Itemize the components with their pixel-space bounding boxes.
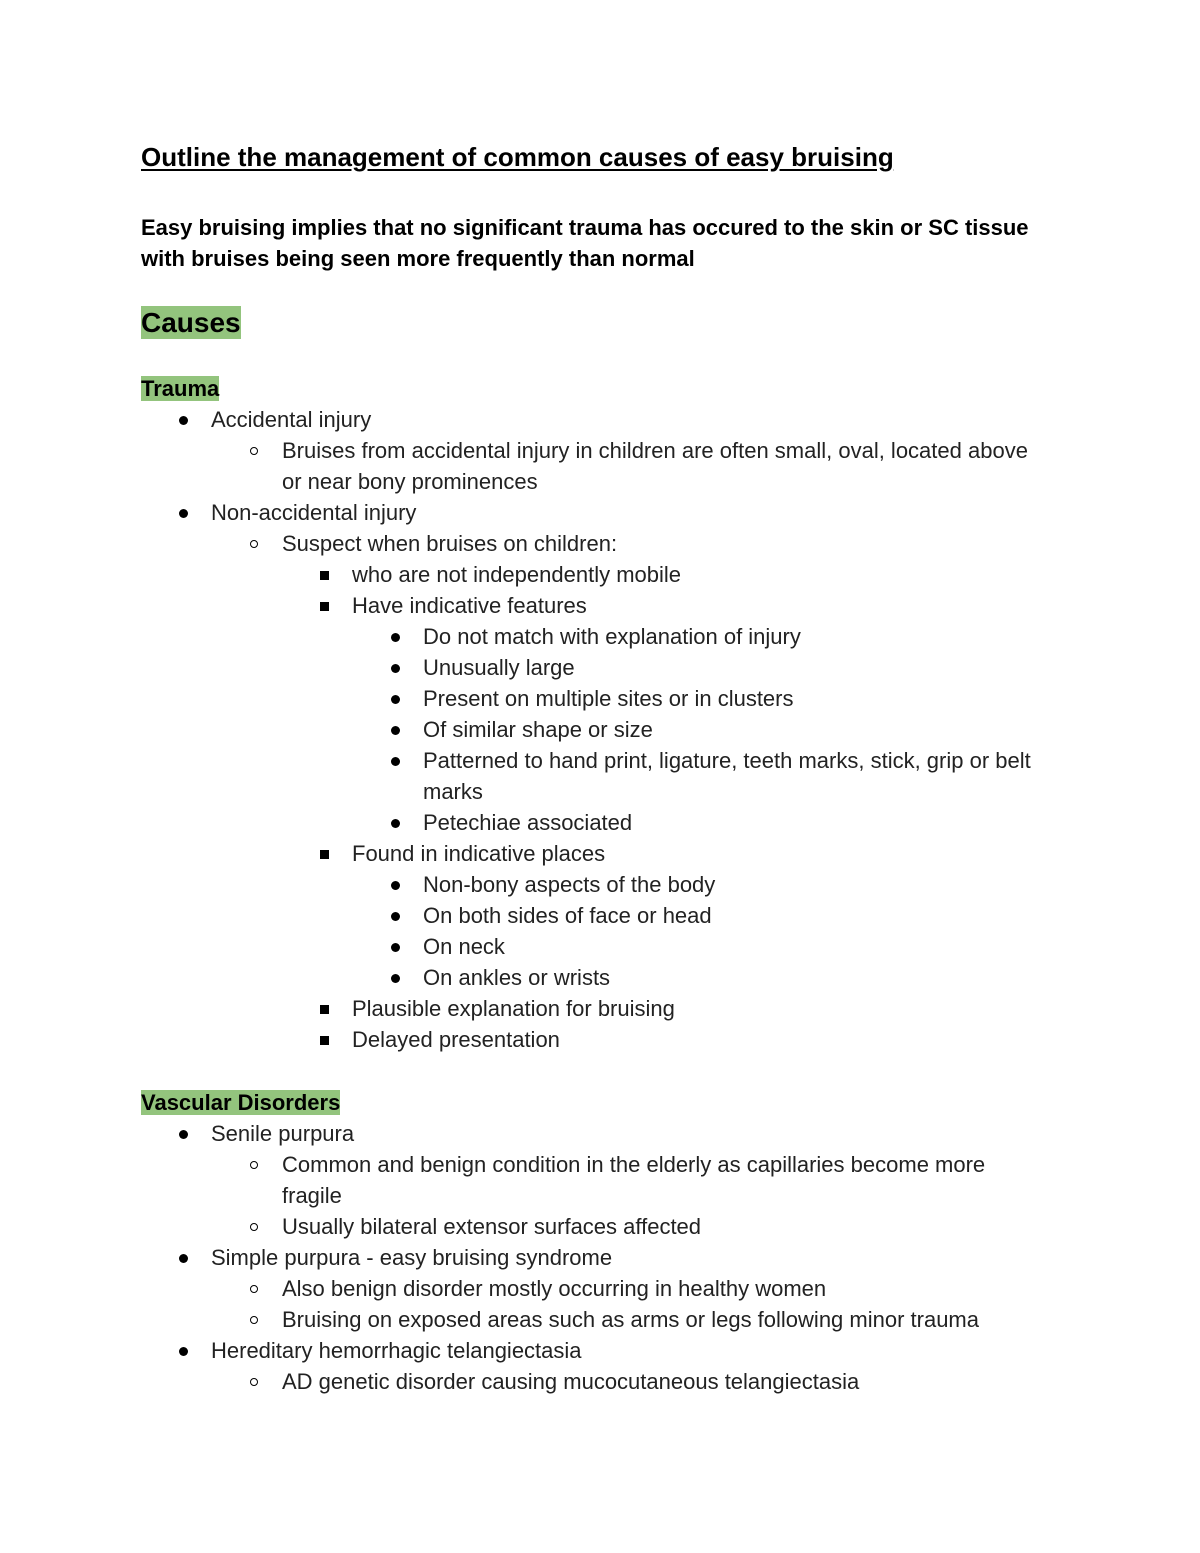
filled-circle-bullet-icon [375,807,415,838]
filled-square-bullet-icon [304,590,344,621]
list-item-text: Do not match with explanation of injury [423,624,801,649]
list-item [141,745,1041,807]
list-item-text: On ankles or wrists [423,965,611,990]
filled-circle-bullet-icon [375,900,415,931]
list-item [141,1242,1041,1273]
list-item-text: On neck [423,934,505,959]
list-item-text: Unusually large [423,655,575,680]
list-item [141,404,1041,435]
list-item-text: Delayed presentation [352,1027,560,1052]
filled-circle-bullet-icon [375,745,415,776]
list-item [141,931,1041,962]
list-item-text: Found in indicative places [352,841,606,866]
list-item-text: Suspect when bruises on children: [282,531,618,556]
list-item-text: Senile purpura [211,1121,355,1146]
list-item-text: Accidental injury [211,407,372,432]
list-item [141,621,1041,652]
list-item-text: On both sides of face or head [423,903,712,928]
filled-circle-bullet-icon [163,1242,203,1273]
hollow-circle-bullet-icon [234,435,274,466]
page-title: Outline the management of common causes of easy bruising [141,142,894,172]
list-item [141,714,1041,745]
list-item [141,1366,1041,1397]
list-item-text: Of similar shape or size [423,717,653,742]
filled-circle-bullet-icon [163,1335,203,1366]
filled-circle-bullet-icon [375,869,415,900]
list-item-text: Non-accidental injury [211,500,417,525]
list-item [141,528,1041,559]
list-item-text: Usually bilateral extensor surfaces affected [282,1214,702,1239]
list-item [141,1304,1041,1335]
intro-paragraph: Easy bruising implies that no significant trauma has occured to the skin or SC tissue with bruises being seen more frequently than normal [141,215,1029,271]
hollow-circle-bullet-icon [234,1273,274,1304]
filled-square-bullet-icon [304,838,344,869]
list-item [141,497,1041,528]
list-item-text: Simple purpura - easy bruising syndrome [211,1245,613,1270]
list-item-text: AD genetic disorder causing mucocutaneous telangiectasia [282,1369,860,1394]
list-item [141,590,1041,621]
list-item-text: Have indicative features [352,593,587,618]
hollow-circle-bullet-icon [234,1304,274,1335]
list-item [141,1149,1041,1211]
list-item [141,962,1041,993]
filled-circle-bullet-icon [163,404,203,435]
causes-heading: Causes [141,307,241,338]
vascular-section [141,1087,1041,1397]
list-item-text: Bruising on exposed areas such as arms or legs following minor trauma [282,1307,979,1332]
list-item-text: Patterned to hand print, ligature, teeth marks, stick, grip or belt marks [423,748,1031,804]
list-item [141,1118,1041,1149]
list-item [141,869,1041,900]
trauma-list [141,404,1041,1055]
trauma-heading: Trauma [141,376,220,401]
filled-circle-bullet-icon [163,497,203,528]
list-item-text: Common and benign condition in the elderly as capillaries become more fragile [282,1152,986,1208]
filled-circle-bullet-icon [375,683,415,714]
filled-circle-bullet-icon [375,962,415,993]
list-item-text: Petechiae associated [423,810,633,835]
list-item [141,435,1041,497]
list-item-text: Bruises from accidental injury in children are often small, oval, located above or near bony prominences [282,438,1028,494]
vascular-list [141,1118,1041,1397]
list-item [141,1335,1041,1366]
hollow-circle-bullet-icon [234,1366,274,1397]
list-item [141,1211,1041,1242]
filled-circle-bullet-icon [163,1118,203,1149]
hollow-circle-bullet-icon [234,1149,274,1180]
list-item [141,559,1041,590]
list-item-text: Hereditary hemorrhagic telangiectasia [211,1338,582,1363]
filled-circle-bullet-icon [375,714,415,745]
list-item [141,838,1041,869]
list-item-text: who are not independently mobile [352,562,682,587]
vascular-heading: Vascular Disorders [141,1090,341,1115]
list-item [141,1024,1041,1055]
list-item-text: Non-bony aspects of the body [423,872,716,897]
trauma-section [141,373,1041,1055]
list-item [141,807,1041,838]
list-item [141,652,1041,683]
list-item-text: Present on multiple sites or in clusters [423,686,794,711]
list-item [141,1273,1041,1304]
filled-square-bullet-icon [304,993,344,1024]
list-item-text: Also benign disorder mostly occurring in healthy women [282,1276,827,1301]
list-item [141,900,1041,931]
filled-circle-bullet-icon [375,931,415,962]
filled-circle-bullet-icon [375,652,415,683]
filled-circle-bullet-icon [375,621,415,652]
list-item-text: Plausible explanation for bruising [352,996,675,1021]
list-item [141,683,1041,714]
filled-square-bullet-icon [304,559,344,590]
list-item [141,993,1041,1024]
filled-square-bullet-icon [304,1024,344,1055]
hollow-circle-bullet-icon [234,1211,274,1242]
hollow-circle-bullet-icon [234,528,274,559]
